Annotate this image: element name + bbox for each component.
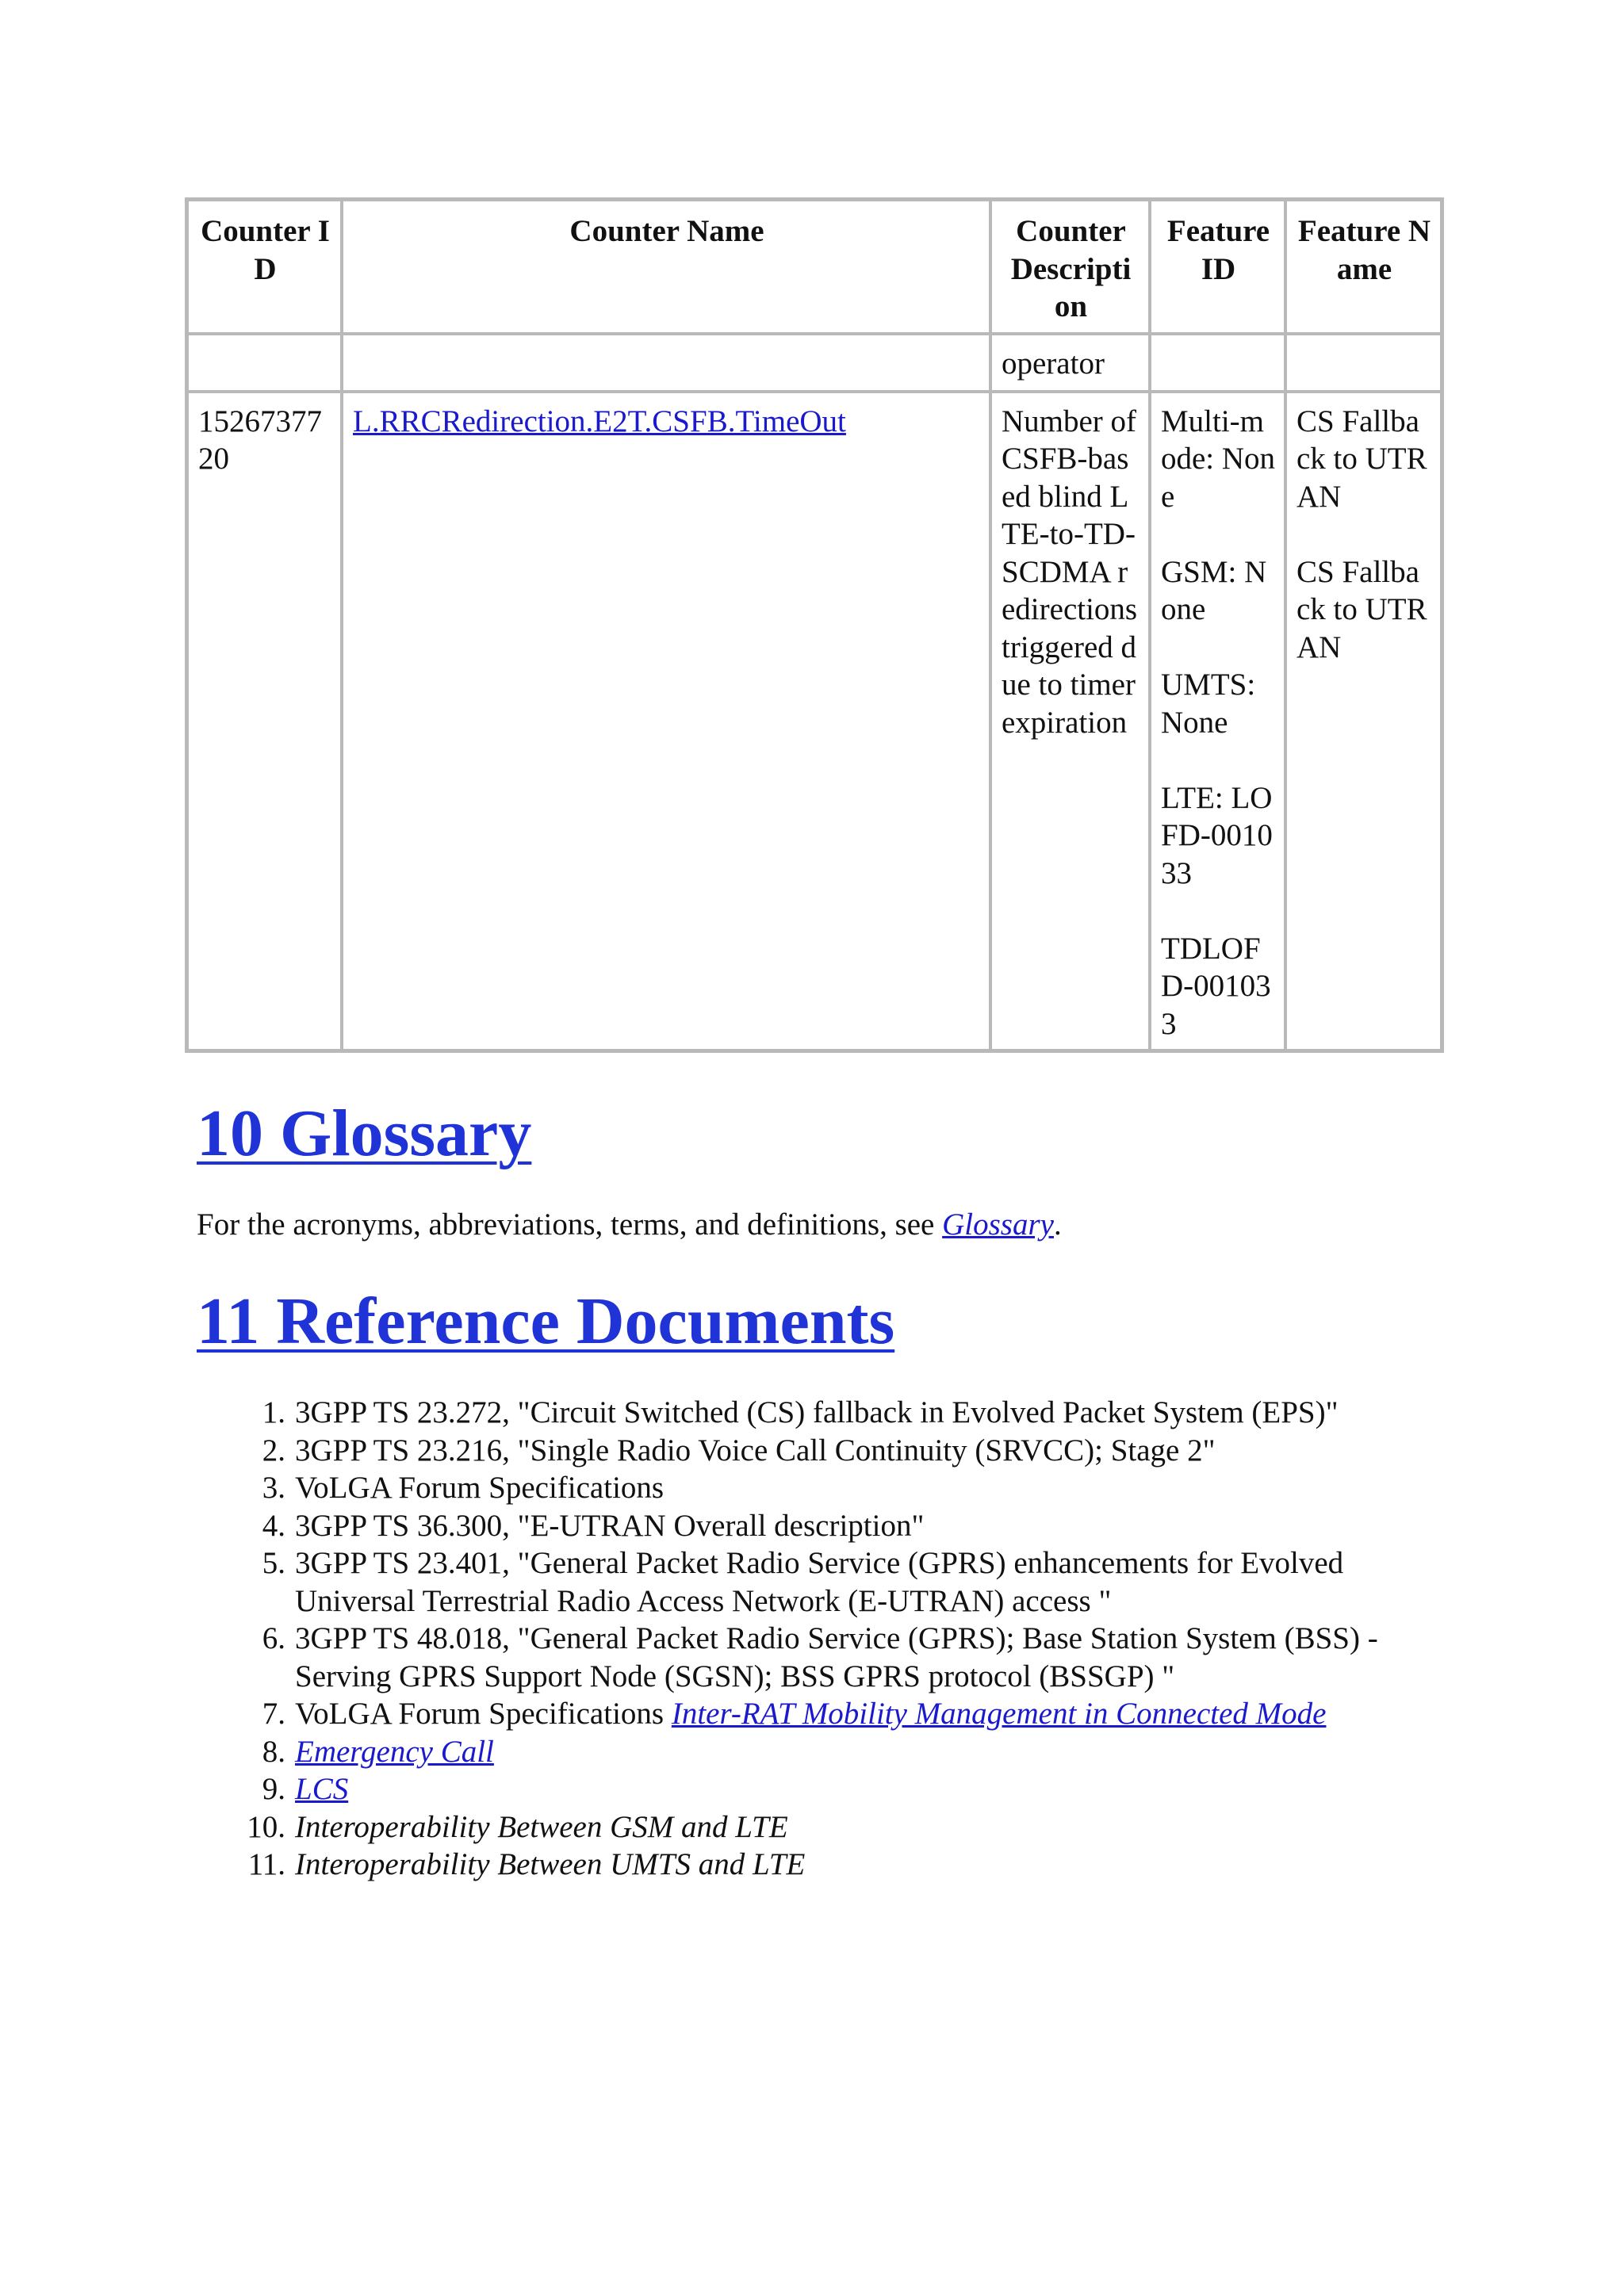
list-item [238,1808,1459,1846]
inter-rat-mobility-link[interactable]: Inter-RAT Mobility Management in Connected Mode [671,1697,1327,1731]
list-item-number: 9. [262,1772,285,1806]
list-item-text: 3GPP TS 48.018, "General Packet Radio Service (GPRS); Base Station System (BSS) - Serving GPRS Support Node (SGSN); BSS GPRS protocol (BSSGP) " [295,1621,1378,1693]
list-item-text: 3GPP TS 23.272, "Circuit Switched (CS) fallback in Evolved Packet System (EPS)" [295,1395,1339,1429]
counter-name-link[interactable]: L.RRCRedirection.E2T.CSFB.TimeOut [353,404,846,438]
list-item-text: 3GPP TS 23.216, "Single Radio Voice Call Continuity (SRVCC); Stage 2" [295,1433,1216,1468]
cell-feature-name [1285,334,1442,392]
list-item-text: VoLGA Forum Specifications [295,1471,665,1505]
cell-counter-description: operator [990,334,1150,392]
list-item-number: 11. [247,1847,285,1881]
list-item [238,1394,1459,1432]
header-counter-name: Counter Name [342,200,990,334]
list-item [238,1846,1459,1884]
glossary-text-suffix: . [1053,1207,1062,1242]
list-item-number: 7. [262,1697,285,1731]
list-item [238,1733,1459,1771]
list-item-number: 6. [262,1621,285,1655]
list-item-number: 2. [262,1433,285,1468]
reference-documents-heading[interactable]: 11 Reference Documents [197,1284,895,1358]
glossary-paragraph [197,1203,1062,1247]
list-item-text: Interoperability Between UMTS and LTE [295,1847,806,1881]
cell-feature-name: CS Fallback to UTRAN CS Fallback to UTRAN [1285,392,1442,1051]
cell-counter-id: 1526737720 [187,392,342,1051]
list-item [238,1507,1459,1545]
table-row [187,392,1442,1051]
list-item [238,1469,1459,1507]
cell-counter-description: Number of CSFB-based blind LTE-to-TD-SCDMA redirections triggered due to timer expiration [990,392,1150,1051]
header-feature-name: Feature Name [1285,200,1442,334]
header-counter-description: Counter Descripti on [990,200,1150,334]
list-item-number: 10. [247,1809,285,1844]
list-item [238,1695,1459,1733]
glossary-heading[interactable]: 10 Glossary [197,1096,532,1170]
header-counter-id: Counter ID [187,200,342,334]
lcs-link[interactable]: LCS [295,1772,349,1806]
list-item-text: 3GPP TS 36.300, "E-UTRAN Overall description" [295,1508,925,1543]
list-item-text: VoLGA Forum Specifications [295,1697,672,1731]
glossary-text-prefix: For the acronyms, abbreviations, terms, and definitions, see [197,1207,943,1242]
cell-feature-id: Multi-mode: None GSM: None UMTS: None LTE: LOFD-001033 TDLOFD-001033 [1150,392,1285,1051]
cell-counter-name [342,392,990,1051]
emergency-call-link[interactable]: Emergency Call [295,1734,494,1769]
list-item-number: 4. [262,1508,285,1543]
list-item-text: 3GPP TS 23.401, "General Packet Radio Service (GPRS) enhancements for Evolved Universal Terrestrial Radio Access Network (E-UTRAN) access " [295,1546,1344,1618]
list-item-number: 3. [262,1471,285,1505]
list-item [238,1544,1459,1620]
cell-feature-id [1150,334,1285,392]
reference-list [238,1394,1459,1884]
list-item-number: 8. [262,1734,285,1769]
cell-counter-name [342,334,990,392]
header-feature-id: Feature ID [1150,200,1285,334]
list-item [238,1620,1459,1695]
table-header-row [187,200,1442,334]
table-row [187,334,1442,392]
list-item-number: 5. [262,1546,285,1580]
glossary-link[interactable]: Glossary [942,1207,1054,1242]
list-item-text: Interoperability Between GSM and LTE [295,1809,788,1844]
list-item [238,1432,1459,1470]
counter-table [185,197,1444,1053]
list-item [238,1770,1459,1808]
cell-counter-id [187,334,342,392]
list-item-number: 1. [262,1395,285,1429]
